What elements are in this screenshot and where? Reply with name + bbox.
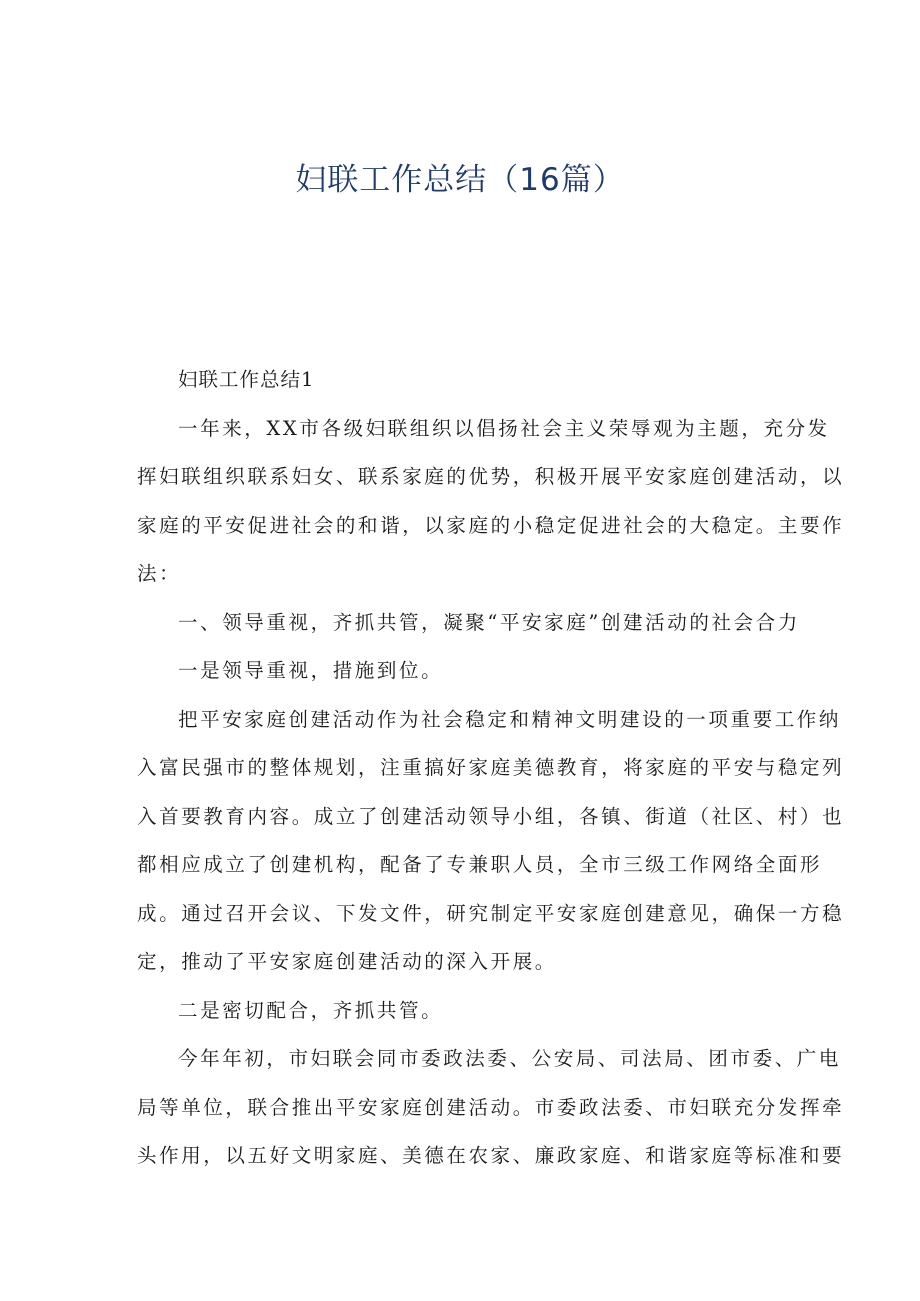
section-title: 妇联工作总结1 <box>178 368 315 391</box>
paragraph-line: 都相应成立了创建机构，配备了专兼职人员，全市三级工作网络全面形 <box>137 853 823 876</box>
subheading-line: 二是密切配合，齐抓共管。 <box>178 998 444 1022</box>
paragraph-line: 一年来，XX市各级妇联组织以倡扬社会主义荣辱观为主题，充分发 <box>178 416 830 440</box>
paragraph-line: 成。通过召开会议、下发文件，研究制定平安家庭创建意见，确保一方稳 <box>137 901 845 925</box>
paragraph-line: 法： <box>137 562 182 585</box>
paragraph-line: 把平安家庭创建活动作为社会稳定和精神文明建设的一项重要工作纳 <box>178 707 842 731</box>
paragraph-line: 入首要教育内容。成立了创建活动领导小组，各镇、街道（社区、村）也 <box>137 804 845 828</box>
paragraph-line: 定，推动了平安家庭创建活动的深入开展。 <box>137 950 557 973</box>
document-title: 妇联工作总结（16篇） <box>295 162 625 198</box>
subheading-line: 一是领导重视，措施到位。 <box>178 659 444 682</box>
paragraph-line: 家庭的平安促进社会的和谐，以家庭的小稳定促进社会的大稳定。主要作 <box>137 513 845 537</box>
document-body <box>137 356 845 1181</box>
paragraph-line: 挥妇联组织联系妇女、联系家庭的优势，积极开展平安家庭创建活动，以 <box>137 465 845 488</box>
paragraph-line: 今年年初，市妇联会同市委政法委、公安局、司法局、团市委、广电 <box>178 1047 842 1070</box>
paragraph-line: 局等单位，联合推出平安家庭创建活动。市委政法委、市妇联充分发挥牵 <box>137 1095 845 1119</box>
heading-line: 一、领导重视，齐抓共管，凝聚“平安家庭”创建活动的社会合力 <box>178 610 800 634</box>
paragraph-line: 入富民强市的整体规划，注重搞好家庭美德教育，将家庭的平安与稳定列 <box>137 756 845 779</box>
paragraph-line: 头作用，以五好文明家庭、美德在农家、廉政家庭、和谐家庭等标准和要 <box>137 1144 845 1167</box>
